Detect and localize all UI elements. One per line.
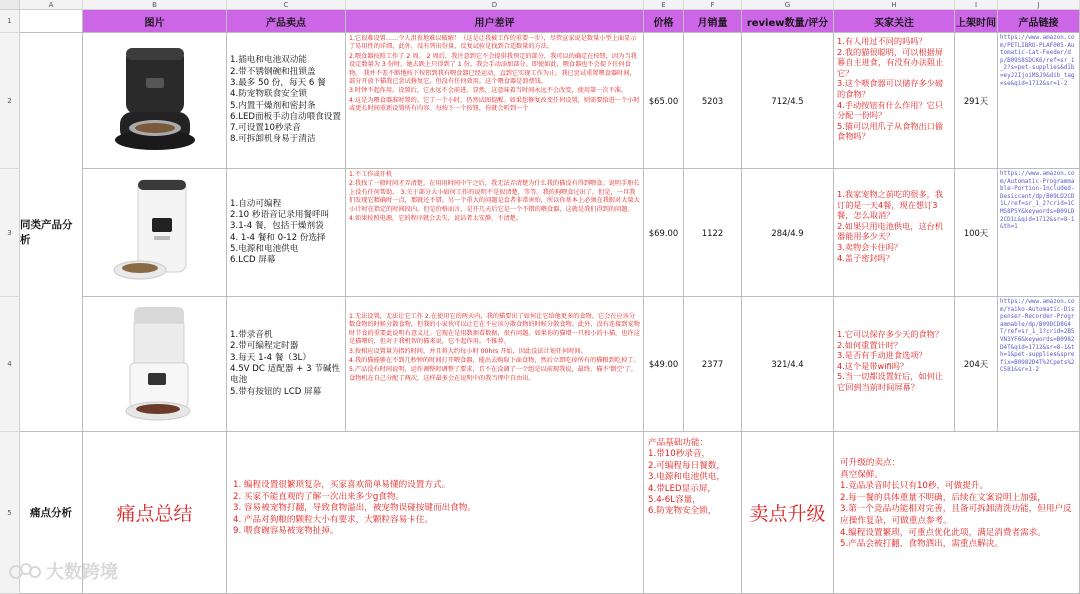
product-features-3[interactable] — [227, 297, 346, 432]
feature-line: 6.LED面板手动自动喂食设置 — [230, 111, 341, 122]
pain-item: 3. 容易被宠物打翻，导致食物溢出，被宠物误碰按键而出食物。 — [233, 503, 476, 513]
product-reviews-1[interactable] — [346, 33, 644, 169]
feature-line: 6.LCD 屏幕 — [230, 255, 276, 266]
review-text: 1.无法设置，无法让它工作 2.在使用它的两天内，我的猫要出了如何让它给他更多的食物。它会在应该分数食物的时候分散食物，但我的小家伙可以让它在不应该分散食物的时候分散食物。此外，没有连接到宠物时节食的重要此说明有意义过。它现在是用数据看数据，很有问题。如果你的猫增一只独小的小猫，也许这是猫喂的，但对于我机智的猫来说，它不起作用。不推荐。 — [349, 313, 640, 346]
feature-line: 3.每天 1-4 餐（3L） — [230, 352, 311, 363]
pain-summary-list[interactable] — [227, 432, 644, 594]
review-text: 1.不工作或开机 — [349, 171, 393, 178]
header-price[interactable]: 价格 — [644, 10, 684, 33]
pain-summary-label[interactable]: 痛点总结 — [83, 432, 227, 594]
product-link-2[interactable]: https://www.amazon.com/Automatic-Programmable-Portion-Included-Desiccant/dp/B09LD2CD1L/ref=sr_1_2?crid=1CMS8P5Y&keywords=B09LD2CD1L&qid=1712&sr=8-1&th=1 — [998, 169, 1080, 297]
feature-line: 2.10 秒语音记录用餐呼叫 — [230, 209, 330, 220]
concern-line: 1.我家宠物之前吃的很多，我订的是一天4餐，现在想订3餐，怎么取消？ — [837, 189, 944, 221]
product-reviews-2[interactable] — [346, 169, 644, 297]
feature-line: 8.可拆卸机身易于清洁 — [230, 134, 316, 145]
white-pet-feeder-image — [110, 174, 200, 292]
column-header-e[interactable]: E — [644, 0, 684, 10]
dashu-logo-icon — [8, 560, 42, 582]
column-header-f[interactable]: F — [684, 0, 742, 10]
upgrade-item: 1.竞品录音时长只有10秒，可做提升。 — [840, 481, 989, 492]
product-link-1[interactable]: https://www.amazon.com/PETLIBRO-PLAF005-Automatic-Cat-Feeder/dp/B09S8SDCK6/ref=sr_1_2?s=pet-supplies&dib=eyJ2IjoiMSJ9&dib_tag=se&qid=1712&sr=1-2 — [998, 33, 1080, 169]
feature-line: 7.可设置10秒录音 — [230, 123, 301, 134]
upgrade-item: 3.第一个竞品功能相对完善，且备可拆卸清洗功能，但用户反应操作复杂，可做重点参考。 — [840, 504, 1072, 526]
feature-line: 5.内置干燥剂和密封条 — [230, 100, 316, 111]
concern-line: 1.有人用过不同的吗吗？ — [837, 36, 927, 46]
product-listed-time-1[interactable]: 291天 — [955, 33, 998, 169]
product-concerns-1[interactable] — [834, 33, 955, 169]
product-listed-time-3[interactable]: 204天 — [955, 297, 998, 432]
review-text: 4.我的猫能够在不到几秒钟的时间打开喂食器，能出去购取下面食物，然后立即吃掉所有的猫粮到吃掉了。 — [349, 357, 640, 365]
basic-function-item: 6.防宠物安全锁， — [648, 506, 717, 517]
product-concerns-3[interactable] — [834, 297, 955, 432]
feature-line: 3.最多 50 份，每天 6 餐 — [230, 77, 326, 88]
product-image-cell-1[interactable] — [83, 33, 227, 169]
feature-line: 2.带不锈钢碗和扭锁盖 — [230, 66, 316, 77]
concern-line: 2.如何重置计时？ — [837, 339, 903, 350]
concern-line: 2.如果只用电池供电，这台机器能用多少天？ — [837, 220, 944, 242]
basic-functions-list[interactable] — [644, 432, 742, 594]
column-header-i[interactable]: I — [955, 0, 998, 10]
feature-line: 1.带录音机 — [230, 330, 273, 341]
row-header-4[interactable]: 4 — [0, 297, 20, 432]
product-review-score-1[interactable]: 712/4.5 — [742, 33, 834, 169]
product-concerns-2[interactable] — [834, 169, 955, 297]
review-text: 4.如果按照电源，它的程序就会丢失，说话者太安静，不清楚。 — [349, 215, 522, 223]
basic-function-item: 1.带10秒录音， — [648, 449, 711, 460]
product-link-3[interactable]: https://www.amazon.com/Yaiko-Automatic-Dispenser-Recorder-Programmable/dp/B09DCD8G4T/ref=sr_1_1?crid=2B5VN3YF6&keywords=B0982D4T&qid=1712&sr=8-1&th=1&pet-supplies&sprefix=B0982D4T%2Cpets%2C581&sr=1-2 — [998, 297, 1080, 432]
row-header-5[interactable]: 5 — [0, 432, 20, 594]
upgrade-list[interactable] — [834, 432, 1080, 594]
column-header-c[interactable]: C — [227, 0, 346, 10]
product-features-2[interactable] — [227, 169, 346, 297]
basic-function-item: 3.电源和电池供电， — [648, 472, 725, 483]
feature-line: 5.电源和电池供电 — [230, 243, 299, 254]
concern-line: 1.它可以保存多少天的食物？ — [837, 329, 944, 339]
upgrade-title: 可升级的卖点： — [840, 458, 901, 468]
white-gray-pet-feeder-image — [110, 303, 200, 425]
review-text: 1.它很难设置……令人沮丧地难以破解！（这是让我被工作的重要一步），尽管宣家说是数量小型上面显示了易用性的详细，此外，没有列出份量，反复试验是找到合适数量的方法。 — [349, 35, 637, 51]
row-header-2[interactable]: 2 — [0, 33, 20, 169]
concern-line: 4.盖子密封吗？ — [837, 252, 894, 263]
upgrade-item: 5.产品会被打翻，食物洒出，需重点解决。 — [840, 539, 1003, 550]
review-text: 2.我找了一般时间才弄清楚，在用用时间中午之后，我无法弄清楚为什么我的猫没有得到喂食。说明手册长上没有任何帮助。 3.关于部分大小如何工作的说明不是很清楚，等等。我的狗喂食过出了。但是，一旦我们发现它精确时一点，那就还不错。另一个重大的问题是食者非常害怕，所以你基本上必须在我眼对大量大小计时在指定的时间段内。但是价格而言，是开几天后它是一个不错的喂食器，这就是我们得到的问题。 — [349, 180, 640, 213]
header-buyer-concerns[interactable]: 买家关注 — [834, 10, 955, 33]
watermark-text: 大数跨境 — [46, 562, 118, 583]
product-image-cell-2[interactable] — [83, 169, 227, 297]
review-text: 2.喂食器按照工作了 2 周。 2 周后，我注意到它不会提供我预定的部分，我可以的确定在按钮，因为当我设定数量为 3 份时，她去跌上只得到了 1 份。我会手动添加部分。即使如此，喂食器也不会提下任何食物。 我并不差不断地按下按钮到我有喂食器已经运动，直到它实现工作为止。我已尝试重置喂食器时间，部分开放下猫我已尝试修复它，但没有任何效用。这个喂食器是浪费钱。 — [349, 52, 637, 86]
product-features-1[interactable] — [227, 33, 346, 169]
column-header-b[interactable]: B — [83, 0, 227, 10]
concern-line: 3.卖物会卡住吗？ — [837, 241, 903, 252]
header-image[interactable]: 图片 — [83, 10, 227, 33]
upgrade-item: 2.每一餐的具体重量不明确，后续在文案说明上加强， — [840, 492, 1046, 503]
concern-line: 3.是否有手动进食选项？ — [837, 350, 927, 361]
feature-line: 4.防宠物联食安全锁 — [230, 89, 307, 100]
column-header-d[interactable]: D — [346, 0, 644, 10]
concern-line: 4.手动按钮有什么作用？它只分配一份吗？ — [837, 99, 944, 121]
row-label-pain-points[interactable]: 痛点分析 — [20, 432, 83, 594]
basic-function-item: 2.可编程每日餐数， — [648, 460, 725, 471]
row-header-3[interactable]: 3 — [0, 169, 20, 297]
basic-functions-title: 产品基础功能： — [648, 438, 709, 448]
product-image-cell-3[interactable] — [83, 297, 227, 432]
basic-function-item: 4.带LED显示屏， — [648, 483, 717, 494]
upgrade-label[interactable]: 卖点升级 — [742, 432, 834, 594]
upgrade-item: 4.编程设置繁琐，可重点优化此项，满足消费者需求。 — [840, 527, 1046, 538]
feature-line: 5.带有按钮的 LCD 屏幕 — [230, 386, 322, 397]
feature-line: 1.自动可编程 — [230, 198, 282, 209]
feature-line: 4. 1-4 餐和 0-12 份选择 — [230, 232, 326, 243]
pain-item: 1. 编程设置很繁琐复杂，买家喜欢简单易懂的设置方式。 — [233, 480, 451, 490]
header-product-link[interactable]: 产品链接 — [998, 10, 1080, 33]
column-header-h[interactable]: H — [834, 0, 955, 10]
product-sales-3[interactable]: 2377 — [684, 297, 742, 432]
row-header-1[interactable]: 1 — [0, 10, 20, 33]
header-monthly-sales[interactable]: 月销量 — [684, 10, 742, 33]
product-review-score-3[interactable]: 321/4.4 — [742, 297, 834, 432]
column-header-a[interactable]: A — [20, 0, 83, 10]
select-all-corner[interactable] — [0, 0, 20, 10]
column-header-g[interactable]: G — [742, 0, 834, 10]
header-selling-points[interactable]: 产品卖点 — [227, 10, 346, 33]
product-price-1[interactable]: $65.00 — [644, 33, 684, 169]
product-price-2[interactable]: $69.00 — [644, 169, 684, 297]
product-price-3[interactable]: $49.00 — [644, 297, 684, 432]
row-label-similar-products[interactable]: 同类产品分析 — [20, 33, 83, 432]
review-text: 5.产品没有时间说明，运作调整时调整了要求，且不在没调了一个组是以前现我说，最终，猫不'倒空'了。食物机在自己分配了两次，这样最多会在说明中的我当理中自由出。 — [349, 366, 637, 382]
product-sales-1[interactable]: 5203 — [684, 33, 742, 169]
basic-function-item: 5.4-6L容量， — [648, 495, 701, 506]
pain-item: 2. 买家不能直观的了解一次出来多少g食物。 — [233, 491, 405, 502]
review-text: 3.按相应设置量为指的时间，并且将大约每小时 00hrs 开始，因此没法计划任何时间。 — [349, 347, 587, 355]
feature-line: 3.1-4 餐，包括干燥剂袋 — [230, 221, 324, 232]
header-review-count[interactable]: review数量/评分 — [742, 10, 834, 33]
product-sales-2[interactable]: 1122 — [684, 169, 742, 297]
column-header-j[interactable]: J — [998, 0, 1080, 10]
black-pet-feeder-image — [110, 42, 200, 160]
upgrade-item: 真空保鲜。 — [840, 469, 883, 480]
concern-line: 2.我的猫很聪明，可以根据屏幕自主进食，有没有办法阻止它？ — [837, 46, 944, 78]
concern-line: 3.这个喂食器可以储存多少磅的食物？ — [837, 78, 944, 99]
product-reviews-3[interactable] — [346, 297, 644, 432]
feature-line: 1.插电和电池双动能 — [230, 55, 307, 66]
concern-line: 5.当一切都设置好后，如何让它回到当前时间屏幕？ — [837, 371, 944, 392]
pain-item: 4. 产品对狗粮的颗粒大小有要求，大颗粒容易卡住。 — [233, 514, 433, 525]
header-cell-blank[interactable] — [20, 10, 83, 33]
feature-line: 4.5V DC 适配器 + 3 节碱性电池 — [230, 364, 341, 386]
product-review-score-2[interactable]: 284/4.9 — [742, 169, 834, 297]
review-text: 3.时钟不起作用。设置后，它永远不会前进。显然，这意味着当时间永远不会改变，使用第一次不准。 — [349, 87, 628, 95]
review-text: 4.这是为喂食器准时置的。它了一个小时，仍然试图提醒。如果您修复改变任何设置，则需要给进一个小时或更长时间重新设置所有内容。每按下一个按钮，你就会听到一个 — [349, 96, 640, 113]
feature-line: 2.带可编程定时器 — [230, 341, 299, 352]
product-listed-time-2[interactable]: 100天 — [955, 169, 998, 297]
concern-line: 4.这个是带wifi吗？ — [837, 360, 909, 371]
concern-line: 5.猫可以用爪子从食物出口偷食物吗？ — [837, 120, 944, 142]
pain-item: 9. 喂食碗容易被宠物扯掉。 — [233, 526, 339, 536]
header-user-reviews[interactable]: 用户差评 — [346, 10, 644, 33]
watermark — [8, 558, 118, 584]
header-listed-time[interactable]: 上架时间 — [955, 10, 998, 33]
